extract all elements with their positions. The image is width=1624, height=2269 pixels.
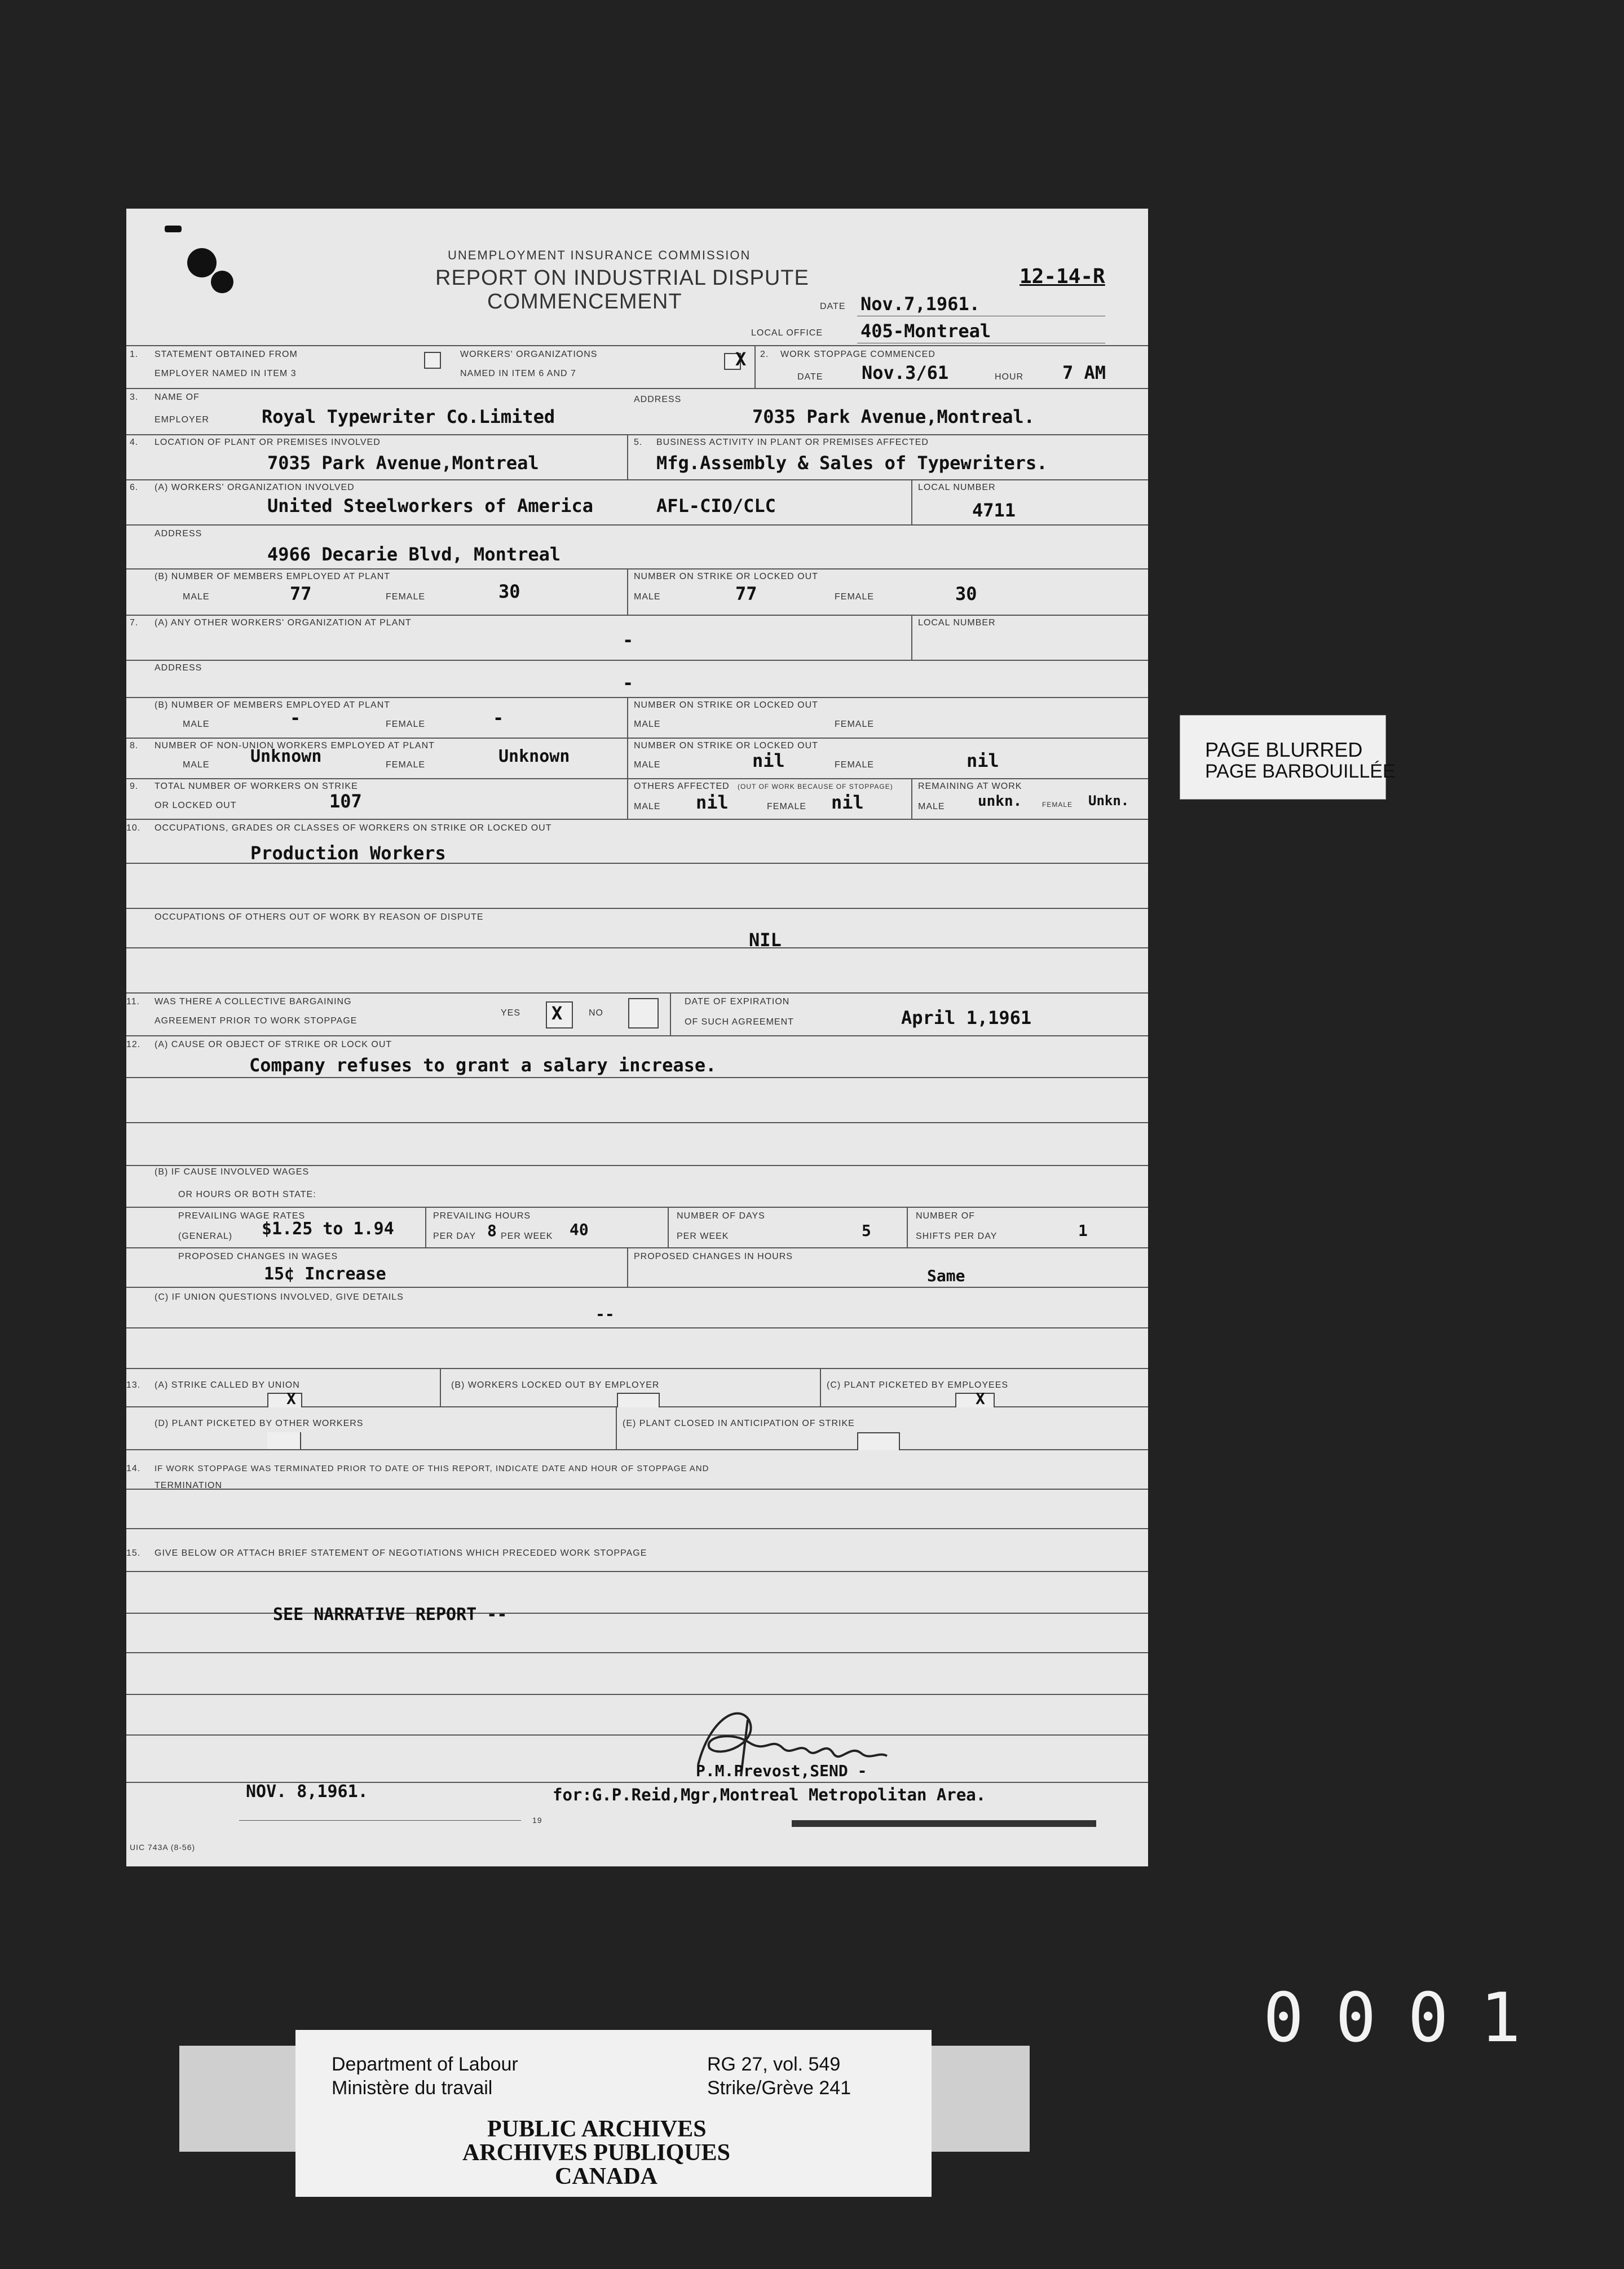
date-label: DATE — [820, 302, 846, 311]
other-org-address: - — [623, 672, 634, 694]
other-org-value: - — [623, 629, 634, 651]
strike-called-checkbox[interactable] — [267, 1393, 302, 1407]
item-13d-label: (D) PLANT PICKETED BY OTHER WORKERS — [155, 1419, 364, 1428]
ink-blot — [211, 271, 233, 293]
item-10-number: 10. — [126, 823, 141, 833]
others-affected-female: nil — [831, 792, 864, 813]
item-8-strike-male-label: MALE — [634, 760, 661, 770]
item-7-number: 7. — [130, 618, 139, 628]
proposed-hours: Same — [927, 1266, 965, 1285]
item-3-label: NAME OF — [155, 392, 200, 402]
item-9-number: 9. — [130, 782, 139, 791]
union-name: United Steelworkers of America — [267, 495, 593, 517]
department-fr: Ministère du travail — [332, 2077, 493, 2099]
item-6-strike-label: NUMBER ON STRIKE OR LOCKED OUT — [634, 572, 818, 581]
expiration-label: DATE OF EXPIRATION — [685, 997, 790, 1007]
item-6a-label: (A) WORKERS' ORGANIZATION INVOLVED — [155, 483, 355, 492]
strike-female: 30 — [955, 583, 977, 604]
item-1-number: 1. — [130, 350, 139, 359]
archive-strike-number: Strike/Grève 241 — [707, 2077, 851, 2099]
item-11-number: 11. — [126, 997, 140, 1007]
item-14-label-2: TERMINATION — [155, 1481, 223, 1490]
item-6b-label: (B) NUMBER OF MEMBERS EMPLOYED AT PLANT — [155, 572, 391, 581]
page-blurred-line: PAGE BLURRED — [1205, 738, 1363, 761]
picketed-employees-checkbox[interactable] — [955, 1393, 995, 1407]
item-1-employer-label: STATEMENT OBTAINED FROM — [155, 350, 298, 359]
item-8-strike-female-label: FEMALE — [835, 760, 875, 770]
hours-per-week: 40 — [570, 1220, 589, 1239]
department-en: Department of Labour — [332, 2054, 518, 2075]
item-6-strike-female-label: FEMALE — [835, 592, 875, 602]
expiration-label-2: OF SUCH AGREEMENT — [685, 1017, 794, 1027]
page-blurred-tag — [1180, 715, 1396, 800]
expiration-date: April 1,1961 — [901, 1007, 1032, 1028]
local-office-label: LOCAL OFFICE — [751, 328, 823, 338]
item-7b-label: (B) NUMBER OF MEMBERS EMPLOYED AT PLANT — [155, 700, 391, 710]
union-address: 4966 Decarie Blvd, Montreal — [267, 544, 561, 565]
workers-checkbox-mark: X — [735, 348, 747, 370]
others-affected-label: OTHERS AFFECTED — [634, 782, 730, 791]
union-local-number: 4711 — [972, 500, 1016, 521]
report-reference: 12-14-R — [1020, 265, 1105, 288]
item-2-date-label: DATE — [797, 372, 823, 382]
occupations-value: Production Workers — [250, 842, 446, 864]
item-12-number: 12. — [126, 1040, 141, 1049]
item-3-label-2: EMPLOYER — [155, 415, 209, 425]
strike-cause: Company refuses to grant a salary increase. — [249, 1054, 717, 1076]
no-label: NO — [589, 1008, 603, 1018]
item-5-label: BUSINESS ACTIVITY IN PLANT OR PREMISES AFFECTED — [656, 438, 929, 447]
remaining-female-label: FEMALE — [1042, 801, 1073, 809]
item-8-female-label: FEMALE — [386, 760, 426, 770]
plant-location: 7035 Park Avenue,Montreal — [267, 452, 539, 474]
item-7-local-label: LOCAL NUMBER — [918, 618, 996, 628]
item-5-number: 5. — [634, 438, 643, 447]
item-15-number: 15. — [126, 1548, 141, 1558]
employer-checkbox[interactable] — [424, 352, 441, 369]
days-per-week-label: PER WEEK — [677, 1231, 729, 1241]
item-13b-label: (B) WORKERS LOCKED OUT BY EMPLOYER — [451, 1380, 660, 1390]
other-members-female: - — [493, 707, 504, 729]
days-label: NUMBER OF DAYS — [677, 1211, 765, 1221]
remaining-label: REMAINING AT WORK — [918, 782, 1022, 791]
item-8-strike-label: NUMBER ON STRIKE OR LOCKED OUT — [634, 741, 818, 751]
frame-number: 0001 — [1263, 1979, 1552, 2058]
item-13c-label: (C) PLANT PICKETED BY EMPLOYEES — [827, 1380, 1009, 1390]
local-number-label: LOCAL NUMBER — [918, 483, 996, 492]
item-2-label: WORK STOPPAGE COMMENCED — [780, 350, 935, 359]
remaining-male-label: MALE — [918, 802, 945, 811]
item-12b-label: (B) IF CAUSE INVOLVED WAGES — [155, 1167, 310, 1177]
hours-label: PREVAILING HOURS — [433, 1211, 531, 1221]
signer-name: P.M.Prevost,SEND - — [696, 1762, 867, 1780]
hours-per-day: 8 — [487, 1221, 497, 1240]
hours-per-day-label: PER DAY — [433, 1231, 476, 1241]
report-subtitle: COMMENCEMENT — [487, 290, 682, 314]
agency-name: UNEMPLOYMENT INSURANCE COMMISSION — [448, 248, 751, 262]
prevailing-wage-rates: $1.25 to 1.94 — [262, 1219, 394, 1239]
item-6-number: 6. — [130, 483, 139, 492]
item-13e-label: (E) PLANT CLOSED IN ANTICIPATION OF STRIKE — [623, 1419, 855, 1428]
non-union-strike-male: nil — [752, 750, 785, 771]
item-8-number: 8. — [130, 741, 139, 751]
item-9-label: TOTAL NUMBER OF WORKERS ON STRIKE — [155, 782, 358, 791]
archives-name-en: PUBLIC ARCHIVES — [487, 2116, 707, 2142]
report-title: REPORT ON INDUSTRIAL DISPUTE — [435, 266, 809, 290]
yes-label: YES — [501, 1008, 521, 1018]
item-7-address-label: ADDRESS — [155, 663, 202, 673]
item-7-strike-female-label: FEMALE — [835, 719, 875, 729]
business-activity: Mfg.Assembly & Sales of Typewriters. — [656, 452, 1048, 474]
item-1-workers-label: WORKERS' ORGANIZATIONS — [460, 350, 598, 359]
others-affected-sub: (OUT OF WORK BECAUSE OF STOPPAGE) — [738, 783, 893, 791]
union-affiliation: AFL-CIO/CLC — [656, 495, 776, 517]
item-2-number: 2. — [760, 350, 769, 359]
days-per-week: 5 — [862, 1221, 871, 1240]
shifts-per-day-label: SHIFTS PER DAY — [916, 1231, 998, 1241]
employer-name: Royal Typewriter Co.Limited — [262, 406, 555, 427]
item-12c-label: (C) IF UNION QUESTIONS INVOLVED, GIVE DETAILS — [155, 1292, 404, 1302]
stoppage-date: Nov.3/61 — [862, 362, 949, 383]
non-union-strike-female: nil — [967, 750, 999, 771]
others-female-label: FEMALE — [767, 802, 807, 811]
shifts-label: NUMBER OF — [916, 1211, 975, 1221]
item-8-label: NUMBER OF NON-UNION WORKERS EMPLOYED AT PLANT — [155, 741, 435, 751]
total-on-strike: 107 — [329, 791, 362, 812]
local-office-value: 405-Montreal — [860, 320, 991, 342]
remaining-male: unkn. — [978, 793, 1022, 810]
item-10-others-label: OCCUPATIONS OF OTHERS OUT OF WORK BY REASON OF DISPUTE — [155, 912, 484, 922]
item-1-workers-label-2: NAMED IN ITEM 6 AND 7 — [460, 369, 576, 378]
wage-rates-label-2: (GENERAL) — [178, 1231, 233, 1241]
item-6-address-label: ADDRESS — [155, 529, 202, 538]
archives-country: CANADA — [555, 2164, 657, 2189]
item-6-strike-male-label: MALE — [634, 592, 661, 602]
item-12a-label: (A) CAUSE OR OBJECT OF STRIKE OR LOCK OUT — [155, 1040, 392, 1049]
report-form — [126, 209, 1148, 1866]
report-date: Nov.7,1961. — [860, 293, 980, 315]
members-male: 77 — [290, 583, 312, 604]
item-7b-male-label: MALE — [183, 719, 210, 729]
item-10-label: OCCUPATIONS, GRADES OR CLASSES OF WORKERS ON STRIKE OR LOCKED OUT — [155, 823, 552, 833]
item-11-label: WAS THERE A COLLECTIVE BARGAINING — [155, 997, 352, 1007]
archive-reference: RG 27, vol. 549 — [707, 2054, 841, 2075]
members-female: 30 — [498, 581, 520, 602]
item-1-employer-label-2: EMPLOYER NAMED IN ITEM 3 — [155, 369, 297, 378]
stoppage-hour: 7 AM — [1062, 362, 1106, 383]
others-occupations-value: NIL — [749, 929, 782, 951]
hours-per-week-label: PER WEEK — [501, 1231, 553, 1241]
non-union-female: Unknown — [498, 747, 570, 766]
item-11-label-2: AGREEMENT PRIOR TO WORK STOPPAGE — [155, 1016, 358, 1026]
item-13-number: 13. — [126, 1380, 141, 1390]
strike-called-mark: X — [286, 1389, 296, 1408]
item-2-hour-label: HOUR — [995, 372, 1024, 382]
for-line: for:G.P.Reid,Mgr,Montreal Metropolitan Area. — [553, 1785, 986, 1804]
item-6b-female-label: FEMALE — [386, 592, 426, 602]
item-13a-label: (A) STRIKE CALLED BY UNION — [155, 1380, 300, 1390]
no-checkbox[interactable] — [628, 998, 659, 1028]
others-male-label: MALE — [634, 802, 661, 811]
plant-closed-checkbox[interactable] — [857, 1432, 900, 1450]
ink-blot — [187, 248, 217, 277]
item-4-number: 4. — [130, 438, 139, 447]
item-9-label-2: OR LOCKED OUT — [155, 801, 237, 810]
year-prefix: 19 — [532, 1816, 542, 1825]
proposed-hours-label: PROPOSED CHANGES IN HOURS — [634, 1252, 793, 1261]
page-barbouillee-line: PAGE BARBOUILLÉE — [1205, 761, 1396, 782]
remaining-female: Unkn. — [1088, 793, 1129, 809]
item-14-number: 14. — [126, 1464, 141, 1473]
signed-date: NOV. 8,1961. — [246, 1782, 368, 1802]
form-code: UIC 743A (8-56) — [130, 1843, 196, 1852]
non-union-male: Unknown — [250, 747, 322, 766]
shifts-per-day: 1 — [1078, 1221, 1088, 1240]
ink-mark — [165, 226, 182, 232]
item-7a-label: (A) ANY OTHER WORKERS' ORGANIZATION AT PLANT — [155, 618, 412, 628]
item-3-address-label: ADDRESS — [634, 395, 682, 404]
proposed-wages-label: PROPOSED CHANGES IN WAGES — [178, 1252, 338, 1261]
item-7-strike-male-label: MALE — [634, 719, 661, 729]
others-affected-male: nil — [696, 792, 729, 813]
yes-checkbox-mark: X — [551, 1003, 563, 1024]
archive-label-card — [295, 2030, 932, 2197]
proposed-wages: 15¢ Increase — [264, 1264, 386, 1284]
wage-rates-label: PREVAILING WAGE RATES — [178, 1211, 306, 1221]
negotiations-statement: SEE NARRATIVE REPORT -- — [273, 1605, 508, 1625]
item-14-label: IF WORK STOPPAGE WAS TERMINATED PRIOR TO DATE OF THIS REPORT, INDICATE DATE AND HOUR OF STOPPAGE AND — [155, 1464, 709, 1473]
strike-male: 77 — [735, 583, 757, 604]
locked-out-checkbox[interactable] — [617, 1393, 660, 1407]
picketed-employees-mark: X — [976, 1389, 985, 1408]
item-4-label: LOCATION OF PLANT OR PREMISES INVOLVED — [155, 438, 381, 447]
employer-address: 7035 Park Avenue,Montreal. — [752, 406, 1035, 427]
picketed-others-checkbox[interactable] — [267, 1432, 301, 1449]
item-12b-label-2: OR HOURS OR BOTH STATE: — [178, 1190, 316, 1199]
item-6b-male-label: MALE — [183, 592, 210, 602]
item-3-number: 3. — [130, 392, 139, 402]
archives-name-fr: ARCHIVES PUBLIQUES — [462, 2140, 730, 2166]
item-8-male-label: MALE — [183, 760, 210, 770]
item-7b-female-label: FEMALE — [386, 719, 426, 729]
union-questions: -- — [595, 1305, 615, 1323]
item-15-label: GIVE BELOW OR ATTACH BRIEF STATEMENT OF NEGOTIATIONS WHICH PRECEDED WORK STOPPAGE — [155, 1548, 647, 1558]
item-7-strike-label: NUMBER ON STRIKE OR LOCKED OUT — [634, 700, 818, 710]
other-members-male: - — [290, 707, 301, 729]
